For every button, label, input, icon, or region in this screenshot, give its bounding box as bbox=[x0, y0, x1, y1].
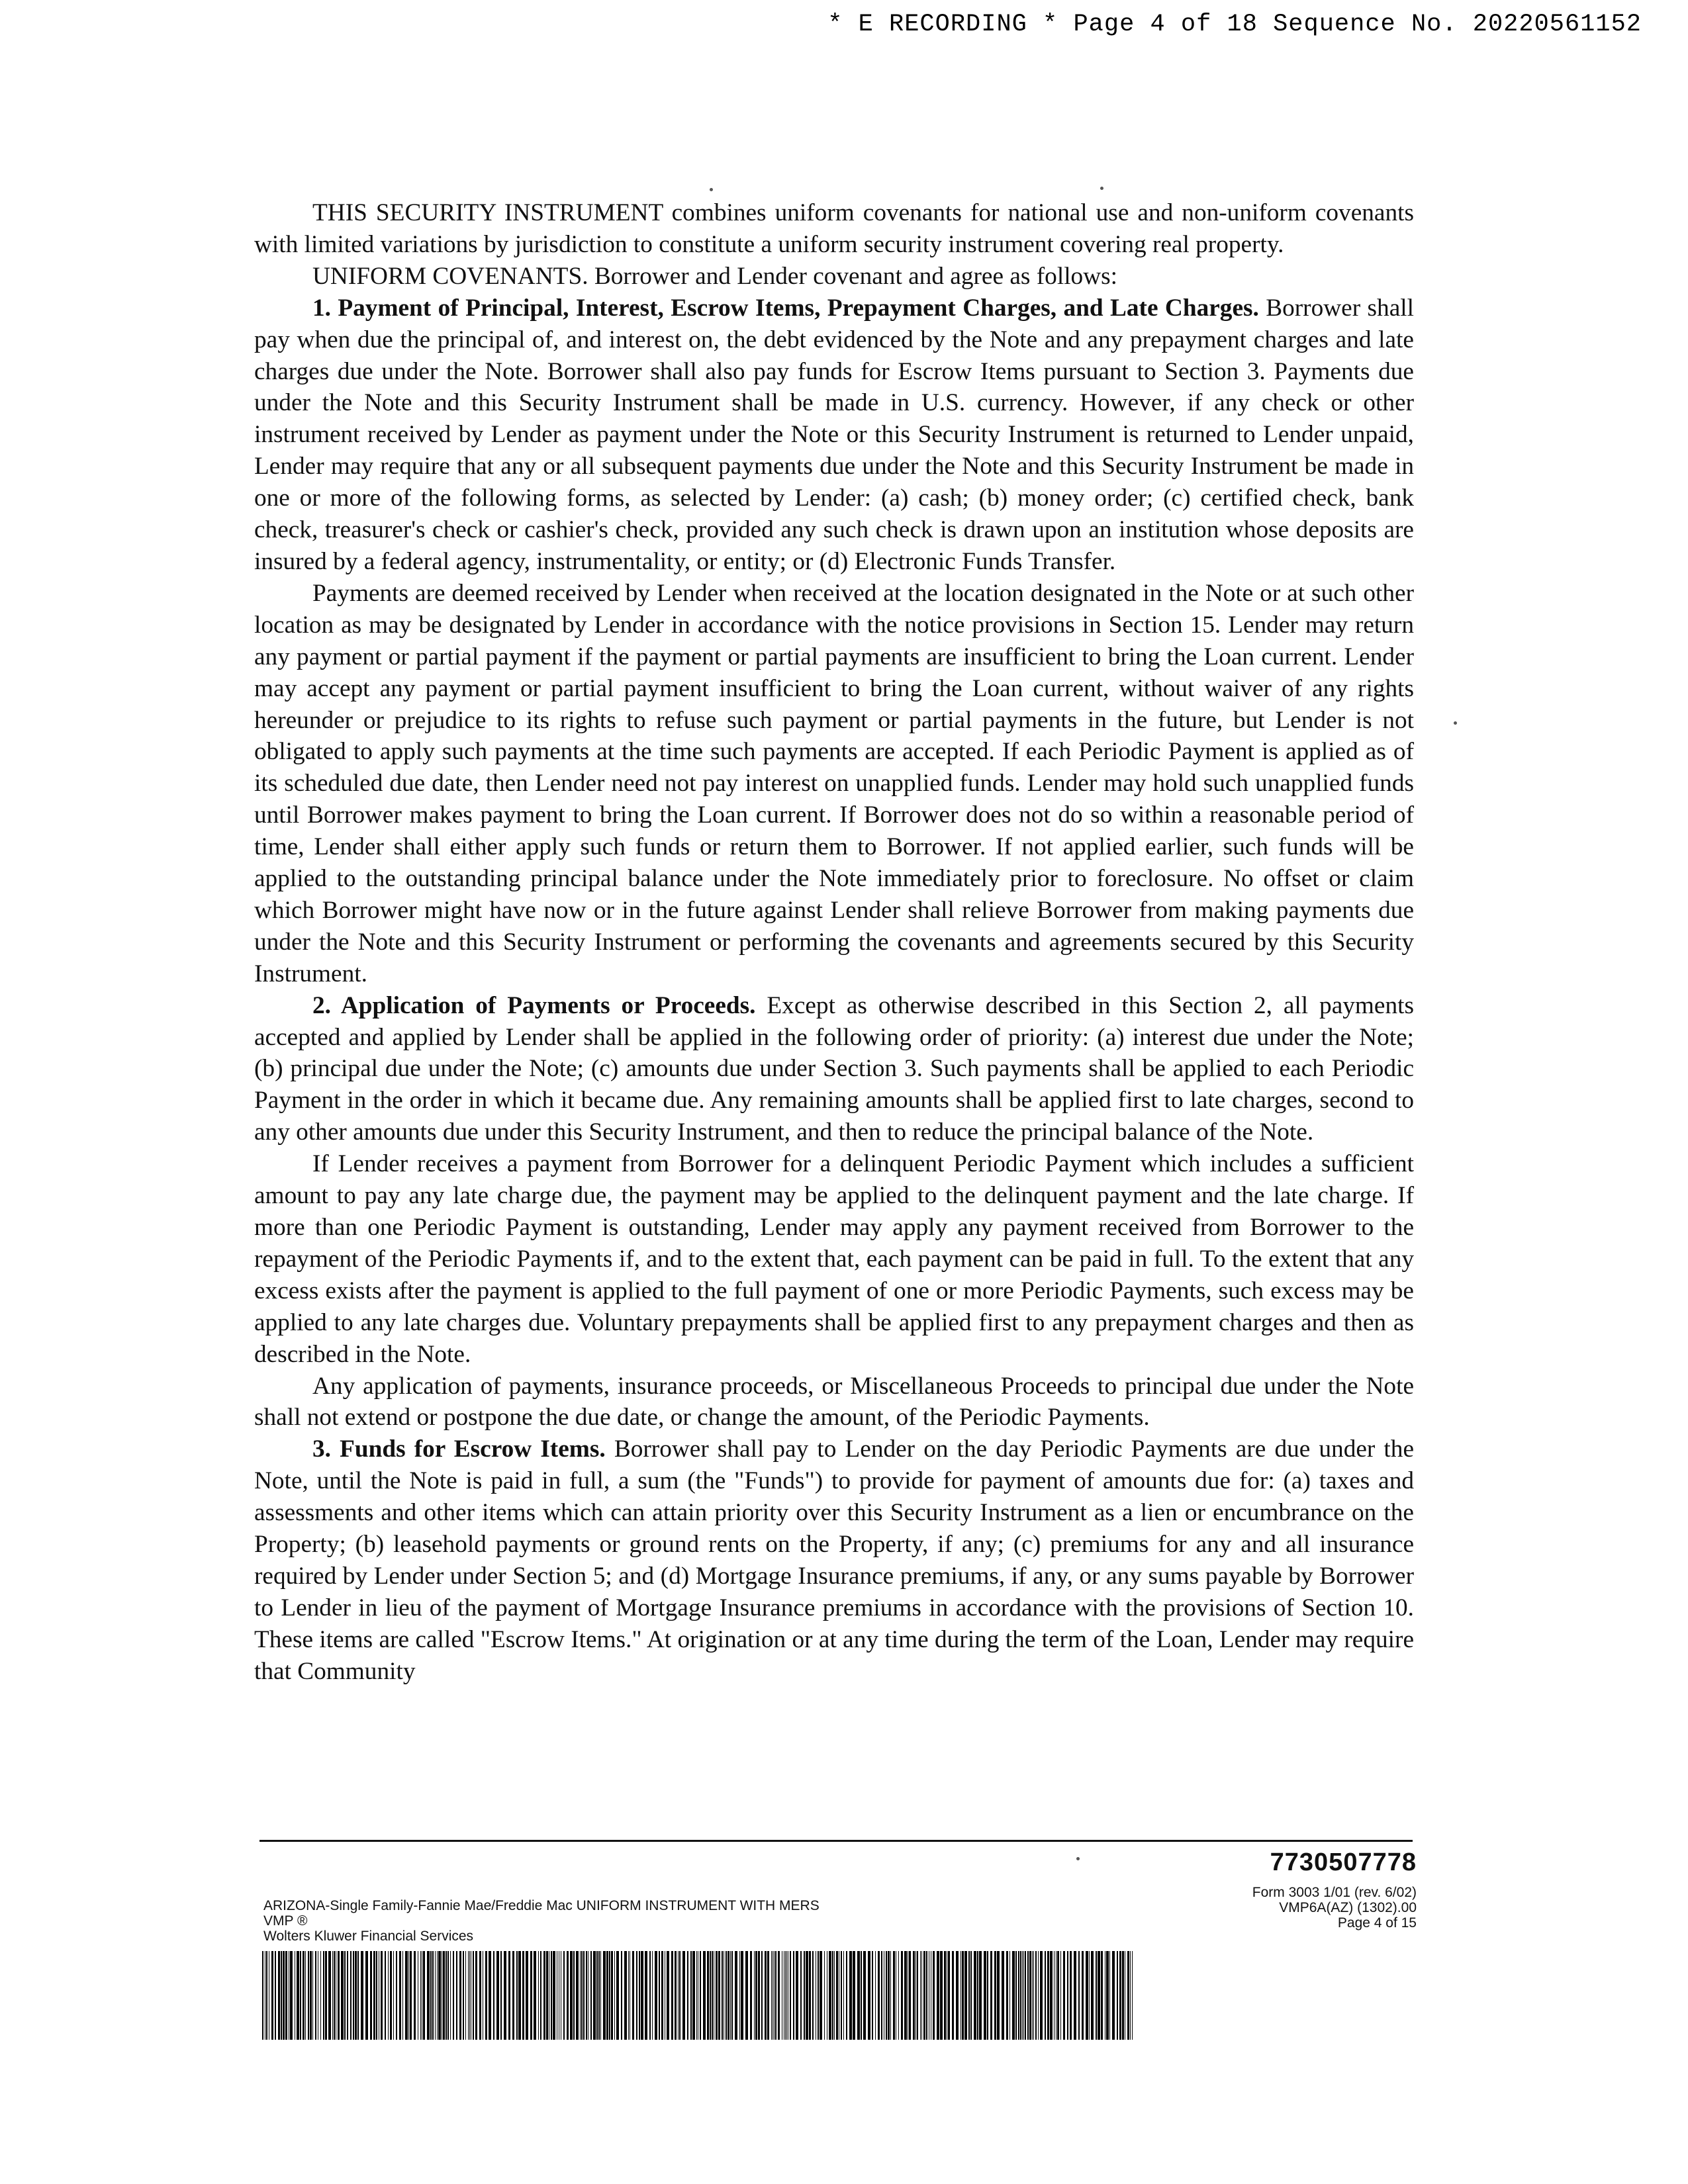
barcode-bar bbox=[593, 1951, 596, 2040]
barcode-bar bbox=[1112, 1951, 1115, 2040]
barcode-bar bbox=[1032, 1951, 1033, 2040]
barcode-bar bbox=[1117, 1951, 1118, 2040]
section-2-paragraph bbox=[254, 990, 1414, 1149]
barcode-bar bbox=[820, 1951, 822, 2040]
form-title-line: ARIZONA-Single Family-Fannie Mae/Freddie Mac UNIFORM INSTRUMENT WITH MERS bbox=[263, 1898, 820, 1913]
barcode-bar bbox=[393, 1951, 394, 2040]
intro-paragraph: THIS SECURITY INSTRUMENT combines uniform covenants for national use and non-uniform covenants with limited variations by jurisdiction to constitute a uniform security instrument covering real property. bbox=[254, 199, 1414, 258]
barcode-bar bbox=[1119, 1951, 1121, 2040]
barcode-bar bbox=[778, 1951, 780, 2040]
barcode-bar bbox=[700, 1951, 701, 2040]
barcode-bar bbox=[1038, 1951, 1039, 2040]
barcode-bar bbox=[1035, 1951, 1037, 2040]
form-info bbox=[1086, 1885, 1417, 1931]
barcode-bar bbox=[534, 1951, 536, 2040]
barcode-bar bbox=[849, 1951, 852, 2040]
barcode-bar bbox=[984, 1951, 986, 2040]
barcode-bar bbox=[1130, 1951, 1131, 2040]
barcode-bar bbox=[661, 1951, 663, 2040]
barcode-bar bbox=[707, 1951, 709, 2040]
barcode-bar bbox=[809, 1951, 811, 2040]
barcode-bar bbox=[1122, 1951, 1124, 2040]
barcode-bar bbox=[750, 1951, 752, 2040]
barcode-bar bbox=[1018, 1951, 1019, 2040]
barcode-bar bbox=[775, 1951, 776, 2040]
barcode-bar bbox=[771, 1951, 772, 2040]
barcode-bar bbox=[469, 1951, 470, 2040]
loan-number: 7730507778 bbox=[1270, 1848, 1417, 1876]
barcode-bar bbox=[283, 1951, 285, 2040]
barcode-bar bbox=[538, 1951, 539, 2040]
barcode-bar bbox=[836, 1951, 838, 2040]
barcode-bar bbox=[628, 1951, 629, 2040]
barcode-bar bbox=[414, 1951, 416, 2040]
barcode-bar bbox=[829, 1951, 831, 2040]
barcode-bar bbox=[1047, 1951, 1049, 2040]
barcode-bar bbox=[1127, 1951, 1129, 2040]
barcode-bar bbox=[868, 1951, 870, 2040]
barcode-bar bbox=[898, 1951, 899, 2040]
barcode-bar bbox=[679, 1951, 680, 2040]
barcode-bar bbox=[1002, 1951, 1004, 2040]
barcode-bar bbox=[1063, 1951, 1065, 2040]
barcode-bar bbox=[285, 1951, 287, 2040]
barcode-bar bbox=[893, 1951, 895, 2040]
barcode-bar bbox=[390, 1951, 392, 2040]
barcode-bar bbox=[479, 1951, 481, 2040]
barcode-bar bbox=[962, 1951, 964, 2040]
barcode-bar bbox=[909, 1951, 911, 2040]
barcode-bar bbox=[315, 1951, 316, 2040]
barcode-bar bbox=[785, 1951, 786, 2040]
section-3-text: Borrower shall pay to Lender on the day Periodic Payments are due under the Note, until the Note is paid in full, a sum (the "Funds") to provide for payment of amounts due for: (a) taxes and assessments and other items which can attain priority over this Security Instrument as a lien or encumbrance on the Property; (b) leasehold payments or ground rents on the Property, if any; (c) premiums for any and all insurance required by Lender under Section 5; and (d) Mortgage Insurance premiums, if any, or any sums payable by Borrower to Lender in lieu of the payment of Mortgage Insurance premiums in accordance with the provisions of Section 10. These items are called "Escrow Items." At origination or at any time during the term of the Loan, Lender may require that Community bbox=[254, 1435, 1414, 1685]
barcode-bar bbox=[621, 1951, 622, 2040]
section-1-paragraph-2: Payments are deemed received by Lender when received at the location designated in the Note or at such other location as may be designated by Lender in accordance with the notice provisions in Section 15. Lender may return any payment or partial payment if the payment or partial payments are insufficient to bring the Loan current. Lender may accept any payment or partial payment insufficient to bring the Loan current, without waiver of any rights hereunder or prejudice to its rights to refuse such payment or partial payments in the future, but Lender is not obligated to apply such payments at the time such payments are accepted. If each Periodic Payment is applied as of its scheduled due date, then Lender need not pay interest on unapplied funds. Lender may hold such unapplied funds until Borrower makes payment to bring the Loan current. If Borrower does not do so within a reasonable period of time, Lender shall either apply such funds or return them to Borrower. If not applied earlier, such funds will be applied to the outstanding principal balance under the Note immediately prior to foreclosure. No offset or claim which Borrower might have now or in the future against Lender shall relieve Borrower from making payments due under the Note and this Security Instrument or performing the covenants and agreements secured by this Security Instrument. bbox=[254, 579, 1414, 987]
barcode-bar bbox=[937, 1951, 939, 2040]
barcode-bar bbox=[347, 1951, 348, 2040]
barcode-bar bbox=[328, 1951, 331, 2040]
barcode-bar bbox=[632, 1951, 634, 2040]
barcode-bar bbox=[979, 1951, 982, 2040]
form-page-number: Page 4 of 15 bbox=[1337, 1915, 1417, 1931]
barcode-bar bbox=[667, 1951, 669, 2040]
barcode-bar bbox=[890, 1951, 891, 2040]
barcode-bar bbox=[1009, 1951, 1010, 2040]
barcode-bar bbox=[730, 1951, 731, 2040]
barcode-bar bbox=[450, 1951, 451, 2040]
barcode-bar bbox=[430, 1951, 432, 2040]
barcode-bar bbox=[1067, 1951, 1068, 2040]
barcode-bar bbox=[570, 1951, 573, 2040]
barcode-bar bbox=[968, 1951, 970, 2040]
form-description bbox=[263, 1898, 992, 1944]
barcode-bar bbox=[1057, 1951, 1059, 2040]
barcode-bar bbox=[489, 1951, 491, 2040]
barcode-bar bbox=[790, 1951, 791, 2040]
barcode-bar bbox=[427, 1951, 430, 2040]
barcode-bar bbox=[614, 1951, 615, 2040]
barcode-bar bbox=[381, 1951, 383, 2040]
barcode-bar bbox=[600, 1951, 601, 2040]
uniform-covenants-paragraph: UNIFORM COVENANTS. Borrower and Lender covenant and agree as follows: bbox=[312, 262, 1118, 290]
barcode-bar bbox=[583, 1951, 585, 2040]
barcode-bar bbox=[271, 1951, 273, 2040]
barcode-bar bbox=[500, 1951, 502, 2040]
section-2-title: 2. Application of Payments or Proceeds. bbox=[312, 991, 756, 1019]
barcode-bar bbox=[338, 1951, 340, 2040]
barcode-bar bbox=[767, 1951, 769, 2040]
barcode-bar bbox=[355, 1951, 357, 2040]
barcode-bar bbox=[652, 1951, 653, 2040]
barcode-bar bbox=[445, 1951, 447, 2040]
barcode-bar bbox=[915, 1951, 916, 2040]
publisher-line: Wolters Kluwer Financial Services bbox=[263, 1929, 474, 1944]
barcode-bar bbox=[385, 1951, 386, 2040]
barcode-bar bbox=[1033, 1951, 1034, 2040]
barcode-bar bbox=[1020, 1951, 1021, 2040]
barcode-bar bbox=[567, 1951, 569, 2040]
barcode-bar bbox=[878, 1951, 880, 2040]
barcode-bar bbox=[468, 1951, 469, 2040]
barcode-bar bbox=[278, 1951, 280, 2040]
barcode-bar bbox=[1040, 1951, 1043, 2040]
barcode-bar bbox=[423, 1951, 425, 2040]
barcode-bar bbox=[543, 1951, 545, 2040]
barcode-bar bbox=[266, 1951, 267, 2040]
barcode-bar bbox=[948, 1951, 950, 2040]
barcode-bar bbox=[611, 1951, 613, 2040]
barcode-bar bbox=[731, 1951, 733, 2040]
barcode-bar bbox=[722, 1951, 723, 2040]
barcode-bar bbox=[994, 1951, 996, 2040]
barcode-bar bbox=[1109, 1951, 1110, 2040]
form-number: Form 3003 1/01 (rev. 6/02) bbox=[1252, 1885, 1417, 1900]
barcode-bar bbox=[735, 1951, 737, 2040]
barcode-bar bbox=[641, 1951, 643, 2040]
barcode-bar bbox=[1096, 1951, 1097, 2040]
barcode-bar bbox=[977, 1951, 978, 2040]
barcode-bar bbox=[1091, 1951, 1094, 2040]
barcode-bar bbox=[1060, 1951, 1061, 2040]
barcode-bar bbox=[1074, 1951, 1076, 2040]
barcode-bar bbox=[804, 1951, 805, 2040]
barcode-bar bbox=[361, 1951, 363, 2040]
barcode-bar bbox=[655, 1951, 657, 2040]
barcode-bar bbox=[671, 1951, 673, 2040]
barcode-bar bbox=[475, 1951, 477, 2040]
barcode-bar bbox=[755, 1951, 757, 2040]
barcode-bar bbox=[603, 1951, 606, 2040]
barcode-bar bbox=[312, 1951, 313, 2040]
barcode-bar bbox=[1023, 1951, 1024, 2040]
barcode-bar bbox=[904, 1951, 907, 2040]
barcode-bar bbox=[1012, 1951, 1015, 2040]
barcode-bar bbox=[320, 1951, 321, 2040]
barcode-bar bbox=[857, 1951, 860, 2040]
barcode-bar bbox=[365, 1951, 368, 2040]
barcode-bar bbox=[344, 1951, 346, 2040]
barcode-bar bbox=[376, 1951, 377, 2040]
vmp-line: VMP ® bbox=[263, 1913, 308, 1929]
barcode-bar bbox=[834, 1951, 835, 2040]
barcode-bar bbox=[1054, 1951, 1055, 2040]
barcode-bar bbox=[952, 1951, 954, 2040]
barcode-bar bbox=[290, 1951, 293, 2040]
barcode-bar bbox=[463, 1951, 464, 2040]
barcode-bar bbox=[739, 1951, 740, 2040]
barcode-bar bbox=[447, 1951, 449, 2040]
barcode-bar bbox=[373, 1951, 375, 2040]
barcode-bar bbox=[465, 1951, 466, 2040]
section-2-text: Except as otherwise described in this Section 2, all payments accepted and applied by Lender shall be applied in the following order of priority: (a) interest due under the Note; (b) principal due under the Note; (c) amounts due under Section 3. Such payments shall be applied to each Periodic Payment in the order in which it became due. Any remaining amounts shall be applied first to late charges, second to any other amounts due under this Security Instrument, and then to reduce the principal balance of the Note. bbox=[254, 991, 1414, 1146]
scan-speck bbox=[1076, 1857, 1080, 1860]
barcode-bar bbox=[262, 1951, 263, 2040]
barcode-bar bbox=[645, 1951, 647, 2040]
barcode-bar bbox=[596, 1951, 598, 2040]
barcode-bar bbox=[540, 1951, 541, 2040]
barcode-bar bbox=[696, 1951, 697, 2040]
barcode-bar bbox=[718, 1951, 720, 2040]
section-1-text: Borrower shall pay when due the principal of, and interest on, the debt evidenced by the Note and any prepayment charges and late charges due under the Note. Borrower shall also pay funds for Escrow Items pursuant to Section 3. Payments due under the Note and this Security Instrument shall be made in U.S. currency. However, if any check or other instrument received by Lender as payment under the Note or this Security Instrument is returned to Lender unpaid, Lender may require that any or all subsequent payments due under the Note and this Security Instrument be made in one or more of the following forms, as selected by Lender: (a) cash; (b) money order; (c) certified check, bank check, treasurer's check or cashier's check, provided any such check is drawn upon an institution whose deposits are insured by a federal agency, instrumentality, or entity; or (d) Electronic Funds Transfer. bbox=[254, 294, 1414, 575]
barcode-bar bbox=[408, 1951, 409, 2040]
barcode-bar bbox=[786, 1951, 787, 2040]
barcode-bar bbox=[926, 1951, 927, 2040]
barcode-bar bbox=[923, 1951, 925, 2040]
barcode-bar bbox=[970, 1951, 972, 2040]
barcode-bar bbox=[1029, 1951, 1031, 2040]
barcode-bar bbox=[437, 1951, 438, 2040]
barcode-bar bbox=[853, 1951, 855, 2040]
barcode-bar bbox=[581, 1951, 583, 2040]
barcode-bar bbox=[609, 1951, 610, 2040]
barcode-bar bbox=[341, 1951, 344, 2040]
section-1-title: 1. Payment of Principal, Interest, Escrow Items, Prepayment Charges, and Late Charges. bbox=[312, 294, 1259, 322]
barcode-bar bbox=[590, 1951, 592, 2040]
form-code: VMP6A(AZ) (1302).00 bbox=[1279, 1900, 1417, 1915]
barcode-bar bbox=[712, 1951, 713, 2040]
barcode-bar bbox=[1106, 1951, 1109, 2040]
barcode-bar bbox=[405, 1951, 408, 2040]
barcode-bar bbox=[551, 1951, 552, 2040]
barcode-bar bbox=[796, 1951, 798, 2040]
barcode-bar bbox=[473, 1951, 474, 2040]
recording-header: * E RECORDING * Page 4 of 18 Sequence No. 20220561152 bbox=[827, 11, 1642, 38]
barcode-bar bbox=[758, 1951, 760, 2040]
barcode-bar bbox=[846, 1951, 847, 2040]
barcode-bar bbox=[1045, 1951, 1046, 2040]
barcode-bar bbox=[350, 1951, 352, 2040]
barcode-bar bbox=[453, 1951, 454, 2040]
barcode-bar bbox=[388, 1951, 389, 2040]
document-body bbox=[254, 197, 1414, 1688]
barcode-bar bbox=[765, 1951, 767, 2040]
barcode-bar bbox=[824, 1951, 825, 2040]
barcode-bar bbox=[305, 1951, 306, 2040]
barcode-bar bbox=[308, 1951, 309, 2040]
barcode-bar bbox=[636, 1951, 637, 2040]
barcode-bar bbox=[888, 1951, 890, 2040]
barcode-bar bbox=[553, 1951, 555, 2040]
barcode-bar bbox=[1027, 1951, 1029, 2040]
section-1-paragraph bbox=[254, 293, 1414, 578]
barcode-bar bbox=[682, 1951, 685, 2040]
barcode-bar bbox=[806, 1951, 808, 2040]
barcode-bar bbox=[563, 1951, 565, 2040]
barcode-bar bbox=[546, 1951, 548, 2040]
barcode-bar bbox=[1078, 1951, 1080, 2040]
barcode-bar bbox=[987, 1951, 988, 2040]
barcode-bar bbox=[624, 1951, 627, 2040]
barcode bbox=[262, 1951, 1136, 2040]
barcode-bar bbox=[325, 1951, 327, 2040]
barcode-bar bbox=[990, 1951, 992, 2040]
footer-rule bbox=[259, 1840, 1413, 1842]
barcode-bar bbox=[526, 1951, 528, 2040]
scan-speck bbox=[1454, 721, 1457, 725]
barcode-bar bbox=[432, 1951, 434, 2040]
section-3-paragraph bbox=[254, 1433, 1414, 1687]
barcode-bar bbox=[881, 1951, 882, 2040]
barcode-bar bbox=[710, 1951, 711, 2040]
barcode-bar bbox=[1082, 1951, 1084, 2040]
barcode-bar bbox=[921, 1951, 922, 2040]
barcode-bar bbox=[310, 1951, 312, 2040]
barcode-bar bbox=[726, 1951, 727, 2040]
barcode-bar bbox=[275, 1951, 276, 2040]
barcode-bar bbox=[297, 1951, 299, 2040]
barcode-bar bbox=[997, 1951, 1000, 2040]
barcode-bar bbox=[530, 1951, 532, 2040]
barcode-bar bbox=[964, 1951, 967, 2040]
barcode-bar bbox=[863, 1951, 866, 2040]
barcode-bar bbox=[678, 1951, 679, 2040]
barcode-bar bbox=[580, 1951, 581, 2040]
section-3-title: 3. Funds for Escrow Items. bbox=[312, 1435, 606, 1463]
barcode-bar bbox=[1022, 1951, 1023, 2040]
barcode-bar bbox=[1086, 1951, 1088, 2040]
barcode-bar bbox=[573, 1951, 575, 2040]
barcode-bar bbox=[459, 1951, 461, 2040]
scan-speck bbox=[1100, 187, 1103, 190]
barcode-bar bbox=[493, 1951, 494, 2040]
barcode-bar bbox=[754, 1951, 755, 2040]
barcode-bar bbox=[913, 1951, 915, 2040]
barcode-bar bbox=[940, 1951, 943, 2040]
barcode-bar bbox=[616, 1951, 619, 2040]
barcode-bar bbox=[687, 1951, 688, 2040]
barcode-bar bbox=[402, 1951, 403, 2040]
barcode-bar bbox=[843, 1951, 844, 2040]
barcode-bar bbox=[300, 1951, 301, 2040]
barcode-bar bbox=[800, 1951, 802, 2040]
barcode-bar bbox=[944, 1951, 946, 2040]
barcode-bar bbox=[703, 1951, 706, 2040]
barcode-bar bbox=[901, 1951, 903, 2040]
barcode-bar bbox=[332, 1951, 333, 2040]
barcode-bar bbox=[518, 1951, 521, 2040]
barcode-bar bbox=[496, 1951, 499, 2040]
barcode-bar bbox=[438, 1951, 441, 2040]
barcode-bar bbox=[281, 1951, 282, 2040]
section-2-paragraph-2: If Lender receives a payment from Borrower for a delinquent Periodic Payment which includes a sufficient amount to pay any late charge due, the payment may be applied to the delinquent payment and the late charge. If more than one Periodic Payment is outstanding, Lender may apply any payment received from Borrower to the repayment of the Periodic Payments if, and to the extent that, each payment can be paid in full. To the extent that any excess exists after the payment is applied to the full payment of one or more Periodic Payments, such excess may be applied to any late charges due. Voluntary prepayments shall be applied first to any prepayment charges and then as described in the Note. bbox=[254, 1150, 1414, 1368]
scan-speck bbox=[710, 188, 713, 191]
barcode-bar bbox=[1006, 1951, 1008, 2040]
barcode-bar bbox=[420, 1951, 421, 2040]
barcode-bar bbox=[303, 1951, 305, 2040]
barcode-bar bbox=[793, 1951, 794, 2040]
barcode-bar bbox=[920, 1951, 921, 2040]
barcode-bar bbox=[761, 1951, 763, 2040]
barcode-bar bbox=[443, 1951, 445, 2040]
barcode-bar bbox=[1025, 1951, 1026, 2040]
barcode-bar bbox=[410, 1951, 412, 2040]
barcode-bar bbox=[576, 1951, 579, 2040]
barcode-bar bbox=[872, 1951, 873, 2040]
barcode-bar bbox=[812, 1951, 814, 2040]
barcode-bar bbox=[649, 1951, 651, 2040]
barcode-bar bbox=[956, 1951, 959, 2040]
barcode-bar bbox=[690, 1951, 692, 2040]
barcode-bar bbox=[741, 1951, 743, 2040]
barcode-bar bbox=[832, 1951, 833, 2040]
barcode-bar bbox=[659, 1951, 660, 2040]
barcode-bar bbox=[727, 1951, 729, 2040]
barcode-bar bbox=[716, 1951, 718, 2040]
barcode-bar bbox=[974, 1951, 976, 2040]
barcode-bar bbox=[675, 1951, 677, 2040]
barcode-bar bbox=[435, 1951, 436, 2040]
barcode-bar bbox=[396, 1951, 397, 2040]
barcode-bar bbox=[886, 1951, 887, 2040]
barcode-bar bbox=[485, 1951, 487, 2040]
barcode-bar bbox=[841, 1951, 842, 2040]
barcode-bar bbox=[818, 1951, 819, 2040]
barcode-bar bbox=[370, 1951, 372, 2040]
barcode-bar bbox=[508, 1951, 510, 2040]
barcode-bar bbox=[1132, 1951, 1133, 2040]
barcode-bar bbox=[606, 1951, 608, 2040]
barcode-bar bbox=[399, 1951, 401, 2040]
barcode-bar bbox=[334, 1951, 335, 2040]
barcode-bar bbox=[504, 1951, 506, 2040]
barcode-bar bbox=[323, 1951, 324, 2040]
barcode-bar bbox=[1101, 1951, 1103, 2040]
barcode-bar bbox=[353, 1951, 354, 2040]
barcode-bar bbox=[1050, 1951, 1053, 2040]
barcode-bar bbox=[692, 1951, 695, 2040]
barcode-bar bbox=[512, 1951, 514, 2040]
barcode-bar bbox=[875, 1951, 876, 2040]
section-2-paragraph-3: Any application of payments, insurance proceeds, or Miscellaneous Proceeds to principal due under the Note shall not extend or postpone the due date, or change the amount, of the Periodic Payments. bbox=[254, 1372, 1414, 1432]
barcode-bar bbox=[522, 1951, 524, 2040]
barcode-bar bbox=[917, 1951, 918, 2040]
barcode-bar bbox=[598, 1951, 600, 2040]
barcode-bar bbox=[1015, 1951, 1017, 2040]
barcode-bar bbox=[586, 1951, 587, 2040]
barcode-bar bbox=[861, 1951, 862, 2040]
barcode-bar bbox=[639, 1951, 640, 2040]
barcode-bar bbox=[1098, 1951, 1100, 2040]
barcode-bar bbox=[456, 1951, 457, 2040]
barcode-bar bbox=[933, 1951, 935, 2040]
barcode-bar bbox=[516, 1951, 518, 2040]
barcode-bar bbox=[745, 1951, 748, 2040]
barcode-bar bbox=[1070, 1951, 1072, 2040]
barcode-bar bbox=[1089, 1951, 1090, 2040]
barcode-bar bbox=[357, 1951, 359, 2040]
